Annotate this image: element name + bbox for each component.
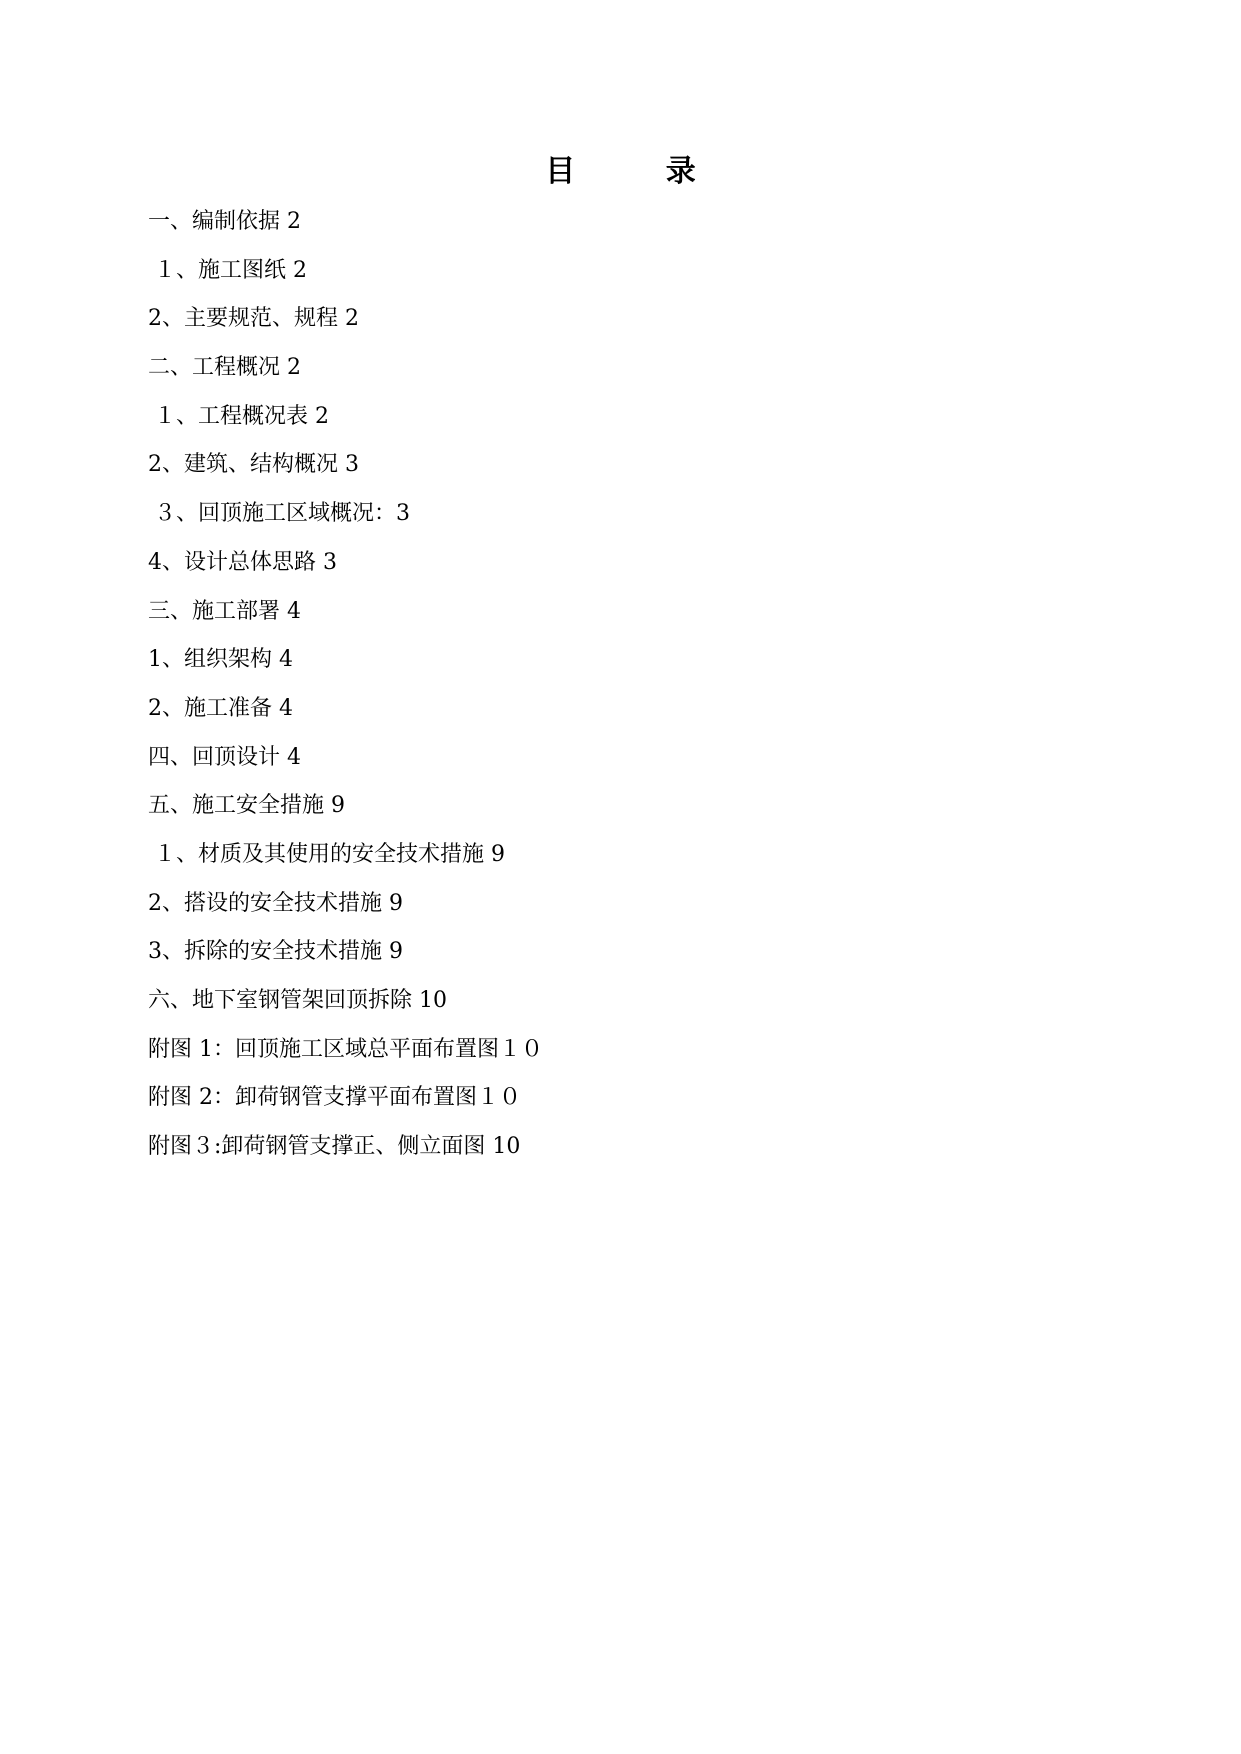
toc-entry: 1、组织架构 4 <box>148 647 293 673</box>
toc-entry: 三、施工部署 4 <box>148 598 301 624</box>
toc-entry: 2、主要规范、规程 2 <box>148 306 359 332</box>
page-title: 目 录 <box>545 154 736 189</box>
toc-entry: １、材质及其使用的安全技术措施 9 <box>154 841 505 867</box>
toc-entry: 附图３:卸荷钢管支撑正、侧立面图 10 <box>148 1134 521 1160</box>
toc-entry: ３、回顶施工区域概况：3 <box>154 501 410 527</box>
toc-entry: 2、建筑、结构概况 3 <box>148 452 359 478</box>
toc-list <box>148 204 1148 1178</box>
toc-entry: 五、施工安全措施 9 <box>148 793 345 819</box>
toc-entry: 附图 2：卸荷钢管支撑平面布置图１０ <box>148 1085 521 1111</box>
toc-entry: 六、地下室钢管架回顶拆除 10 <box>148 988 447 1013</box>
toc-entry: １、工程概况表 2 <box>154 403 329 429</box>
toc-entry: １、施工图纸 2 <box>154 257 307 283</box>
toc-entry: 附图 1：回顶施工区域总平面布置图１０ <box>148 1036 543 1062</box>
toc-entry: 4、设计总体思路 3 <box>148 549 337 575</box>
toc-entry: 2、施工准备 4 <box>148 695 293 721</box>
toc-entry: 四、回顶设计 4 <box>148 744 301 770</box>
toc-entry: 2、搭设的安全技术措施 9 <box>148 890 403 916</box>
toc-entry: 3、拆除的安全技术措施 9 <box>148 939 403 965</box>
toc-entry: 一、编制依据 2 <box>148 209 301 234</box>
toc-entry: 二、工程概况 2 <box>148 355 301 381</box>
